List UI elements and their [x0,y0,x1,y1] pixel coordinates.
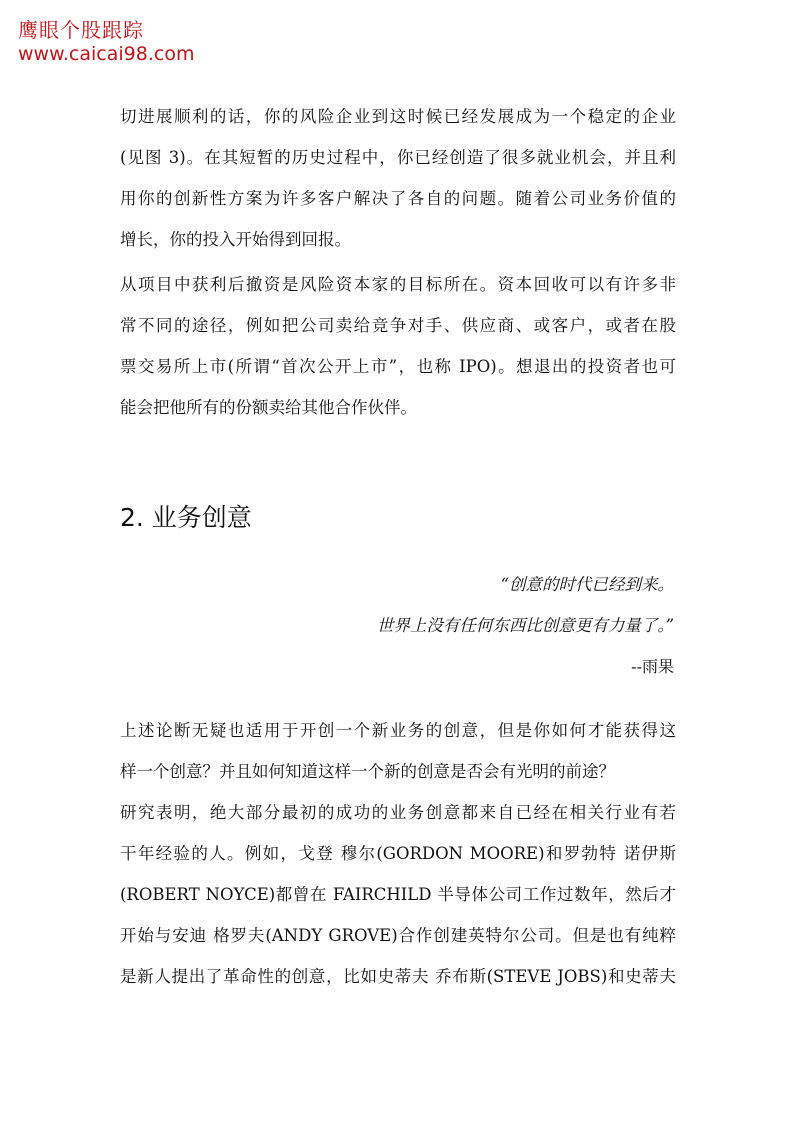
watermark-url: www.caicai98.com [18,43,195,65]
quote-line-2: 世界上没有任何东西比创意更有力量了。” [376,616,674,635]
paragraph-research-findings [120,792,676,997]
watermark-title: 鹰眼个股跟踪 [18,18,144,42]
text-line: 增长，你的投入开始得到回报。 [120,230,351,249]
text-line: 票交易所上市(所谓“首次公开上市”，也称 IPO)。想退出的投资者也可 [120,357,676,376]
text-line: 开始与安迪 格罗夫(ANDY GROVE)合作创建英特尔公司。但是也有纯粹 [120,926,676,945]
text-line: 能会把他所有的份额卖给其他合作伙伴。 [120,398,417,417]
quote-line-1: “创意的时代已经到来。 [500,575,674,594]
text-line: 干年经验的人。例如，戈登 穆尔(GORDON MOORE)和罗勃特 诺伊斯 [120,844,676,863]
text-line: 上述论断无疑也适用于开创一个新业务的创意，但是你如何才能获得这 [120,721,676,740]
text-line: 样一个创意？并且如何知道这样一个新的创意是否会有光明的前途？ [120,762,615,781]
text-line: (ROBERT NOYCE)都曾在 FAIRCHILD 半导体公司工作过数年，然后才 [120,885,676,904]
text-line: 是新人提出了革命性的创意，比如史蒂夫 乔布斯(STEVE JOBS)和史蒂夫 [120,967,676,986]
text-line: 切进展顺利的话，你的风险企业到这时候已经发展成为一个稳定的企业 [120,107,676,126]
site-watermark [18,18,194,66]
text-line: (见图 3)。在其短暂的历史过程中，你已经创造了很多就业机会，并且利 [120,148,676,167]
section-heading: 2. 业务创意 [120,503,252,532]
text-line: 从项目中获利后撤资是风险资本家的目标所在。资本回收可以有许多非 [120,275,676,294]
paragraph-idea-question [120,710,676,792]
quote-attribution: --雨果 [631,657,674,676]
paragraph-investment-return [120,96,676,260]
paragraph-exit-strategy [120,264,676,428]
text-line: 用你的创新性方案为许多客户解决了各自的问题。随着公司业务价值的 [120,189,676,208]
text-line: 常不同的途径，例如把公司卖给竞争对手、供应商、或客户，或者在股 [120,316,676,335]
text-line: 研究表明，绝大部分最初的成功的业务创意都来自已经在相关行业有若 [120,803,676,822]
